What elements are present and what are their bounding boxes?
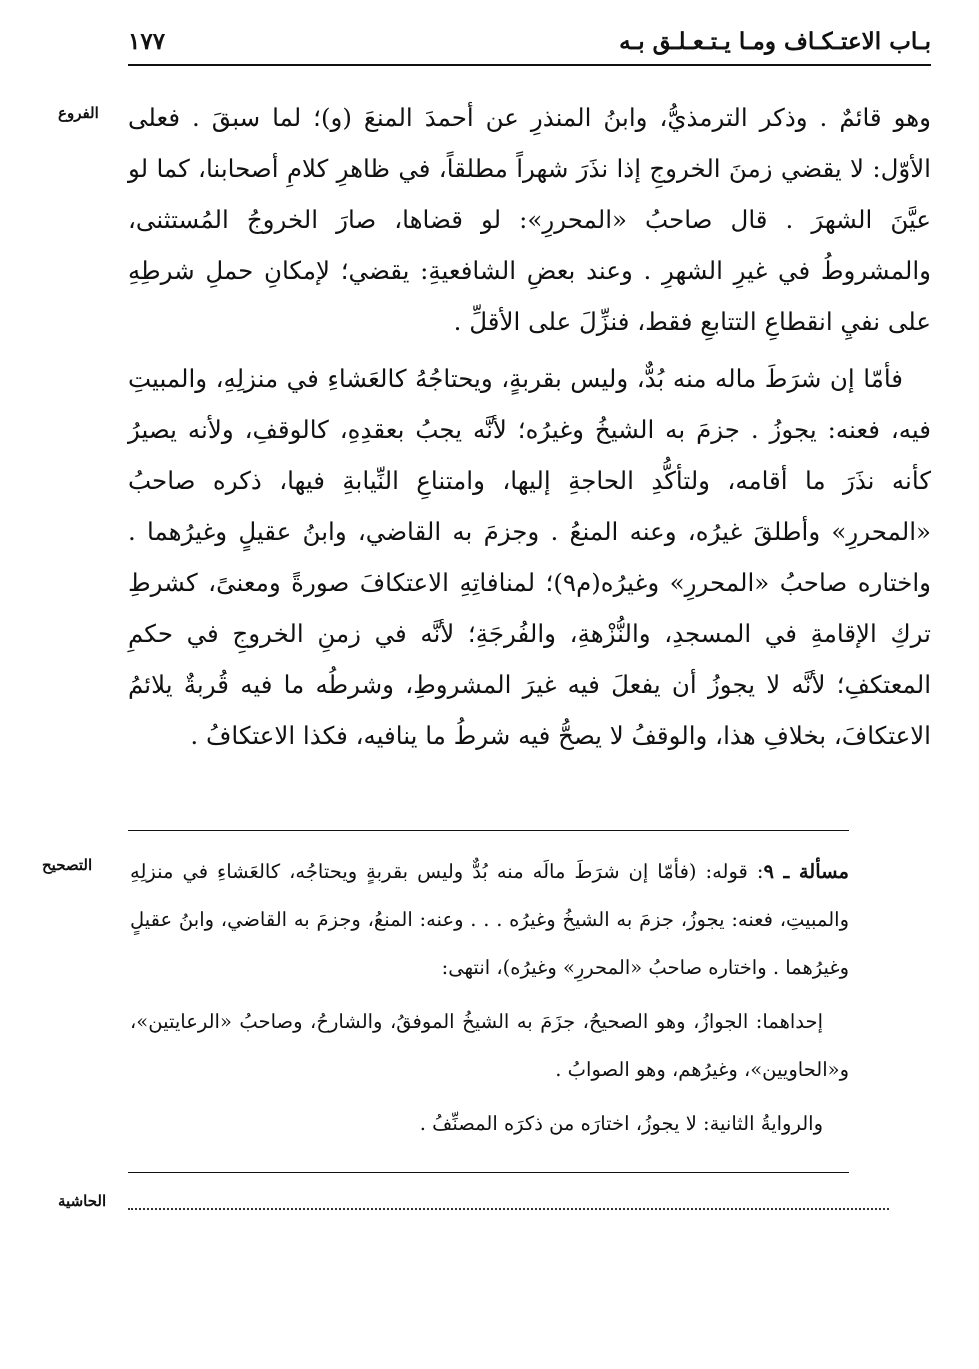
masala-text: : قوله: (فأمّا إن شرَطَ مالَه منه بُدٌّ وليس بقربةٍ ويحتاجُه، كالعَشاءِ في منزلِهِ والمبيتِ، فعنه: يجوزُ، جزمَ به الشيخُ وغيرُه . . . وعنه: المنعُ، وجزمَ به القاضي، وابنُ عقيلٍ وغيرُهما . واختاره صاحبُ «المحررِ» وغيرُه)، انتهى: xyxy=(130,860,849,979)
page-number: ١٧٧ xyxy=(128,28,166,55)
header-divider xyxy=(128,64,931,66)
main-paragraph-2: فأمّا إن شرَطَ ماله منه بُدٌّ، وليس بقربةٍ، ويحتاجُهُ كالعَشاءِ في منزلِهِ، والمبيتِ فيه، فعنه: يجوزُ . جزمَ به الشيخُ وغيرُه؛ لأنَّه يجبُ بعقدِهِ، كالوقفِ، ولأنه يصيرُ كأنه نذَرَ ما أقامه، ولتأكُّدِ الحاجةِ إليها، وامتناعِ النِّيابةِ فيها، ذكره صاحبُ «المحررِ» وأطلقَ غيرُه، وعنه المنعُ . وجزمَ به القاضي، وابنُ عقيلٍ وغيرُهما . واختاره صاحبُ «المحررِ» وغيرُه(م٩)؛ لمنافاتِهِ الاعتكافَ صورةً ومعنىً، كشرطِ تركِ الإقامةِ في المسجدِ، والنُّزْهةِ، والفُرجَةِ؛ لأنَّه في زمنِ الخروجِ في حكمِ المعتكفِ؛ لأنَّه لا يجوزُ أن يفعلَ فيه غيرَ المشروطِ، وشرطُه ما فيه قُربةٌ يلائمُ الاعتكافَ، بخلافِ هذا، والوقفُ لا يصحُّ فيه شرطُ ما ينافيه، فكذا الاعتكافُ . xyxy=(128,364,932,750)
masala-label: مسألة ـ ٩ xyxy=(763,860,849,883)
main-paragraph-1: وهو قائمٌ . وذكر الترمذيُّ، وابنُ المنذرِ عن أحمدَ المنعَ (و)؛ لما سبقَ . فعلى الأوّل: لا يقضي زمنَ الخروجِ إذا نذَرَ شهراً مطلقاً، في ظاهرِ كلامِ أصحابنا، كما لو عيَّنَ الشهرَ . قال صاحبُ «المحررِ»: لو قضاها، صارَ الخروجُ المُستثنى، والمشروطُ في غيرِ الشهرِ . وعند بعضِ الشافعيةِ: يقضي؛ لإمكانِ حملِ شرطِهِ على نفيِ انقطاعِ التتابعِ فقط، فنزِّلَ على الأقلِّ . xyxy=(128,103,931,336)
chapter-title: بـاب الاعتـكـاف ومـا يـتـعـلـق بـه xyxy=(619,28,931,55)
page-header xyxy=(128,22,931,62)
section-label-hashiya: الحاشية xyxy=(58,1192,107,1210)
main-text xyxy=(128,92,931,761)
tashih-text xyxy=(130,848,849,1148)
tashih-paragraph-1 xyxy=(130,848,849,992)
tashih-paragraph-3: والروايةُ الثانية: لا يجوزُ، اختارَه من ذكرَه المصنِّفُ . xyxy=(419,1112,823,1135)
tashih-paragraph-2: إحداهما: الجوازُ، وهو الصحيحُ، جزَمَ به الشيخُ الموفقُ، والشارحُ، وصاحبُ «الرعايتين»، و«الحاويين»، وغيرُهم، وهو الصوابُ . xyxy=(130,1010,849,1081)
section-label-tashih: التصحيح xyxy=(42,856,93,874)
section-divider xyxy=(128,830,849,831)
hashiya-dotted-line xyxy=(128,1208,889,1210)
footer-divider xyxy=(128,1172,849,1173)
section-label-furu: الفروع xyxy=(58,104,99,122)
